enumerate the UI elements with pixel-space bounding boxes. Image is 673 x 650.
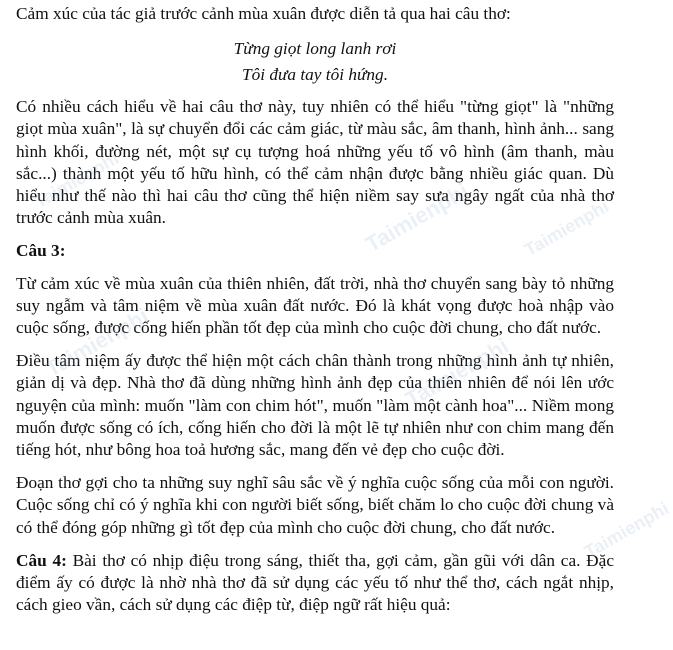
watermark: Taimienphi: [41, 303, 153, 383]
watermark: Taimienphi: [31, 147, 123, 213]
intro-paragraph: Cảm xúc của tác giả trước cảnh mùa xuân được diễn tả qua hai câu thơ:: [16, 4, 511, 23]
poem-line-1: Từng giọt long lanh rơi: [233, 39, 397, 59]
watermark: Taimienphi: [521, 195, 613, 261]
paragraph-3: Điều tâm niệm ấy được thể hiện một cách chân thành trong những hình ảnh tự nhiên, giản dị và đẹp. Nhà thơ đã dùng những hình ảnh đẹp của thiên nhiên để nói lên ước nguyện của mình: muốn "làm con chim hót", muốn "làm một cành hoa"... Niềm mong muốn được sống có ích, cống hiến cho đời là một lẽ tự nhiên như con chim mang đến tiếng hót, như bông hoa toả hương sắc, mang đến vẻ đẹp cho cuộc đời.: [16, 351, 614, 460]
watermark: Taimienphi: [361, 178, 473, 258]
heading-cau-3: Câu 3:: [16, 241, 66, 261]
paragraph-5: [16, 550, 614, 617]
heading-cau-4: Câu 4:: [16, 550, 67, 570]
poem-line-2: Tôi đưa tay tôi hứng.: [241, 65, 389, 85]
watermark: Taimienphi: [581, 497, 673, 563]
poem-block: [16, 36, 614, 88]
paragraph-2: Từ cảm xúc về mùa xuân của thiên nhiên, đất trời, nhà thơ chuyển sang bày tỏ những suy ngẫm và tâm niệm về mùa xuân đất nước. Đó là khát vọng được hoà nhập vào cuộc sống, được cống hiến phần tốt đẹp của mình cho cuộc đời chung, cho đất nước.: [16, 273, 614, 338]
paragraph-1: Có nhiều cách hiểu về hai câu thơ này, tuy nhiên có thể hiểu "từng giọt" là "những giọt mùa xuân", là sự chuyển đổi các cảm giác, từ màu sắc, âm thanh, hình ảnh... sang hình khối, đường nét, một sự cụ tượng hoá những yếu tố vô hình (âm thanh, màu sắc...) thành một yếu tố hữu hình, có thể cảm nhận được bằng nhiều giác quan. Dù hiểu như thế nào thì hai câu thơ cũng thể hiện niềm say sưa ngây ngất của nhà thơ trước cảnh mùa xuân.: [16, 97, 614, 228]
watermark: Taimienphi: [401, 333, 513, 413]
paragraph-5-text: Bài thơ có nhịp điệu trong sáng, thiết tha, gợi cảm, gần gũi với dân ca. Đặc điểm ấy có được là nhờ nhà thơ đã sử dụng các yếu tố như thể thơ, cách ngắt nhịp, cách gieo vần, cách sử dụng các điệp từ, điệp ngữ rất hiệu quả:: [16, 550, 614, 615]
paragraph-4: Đoạn thơ gợi cho ta những suy nghĩ sâu sắc về ý nghĩa cuộc sống của mỗi con người. Cuộc sống chỉ có ý nghĩa khi con người biết sống, biết chăm lo cho cuộc đời chung và có thể đóng góp những gì tốt đẹp của mình cho cuộc đời chung, cho đất nước.: [16, 473, 614, 537]
